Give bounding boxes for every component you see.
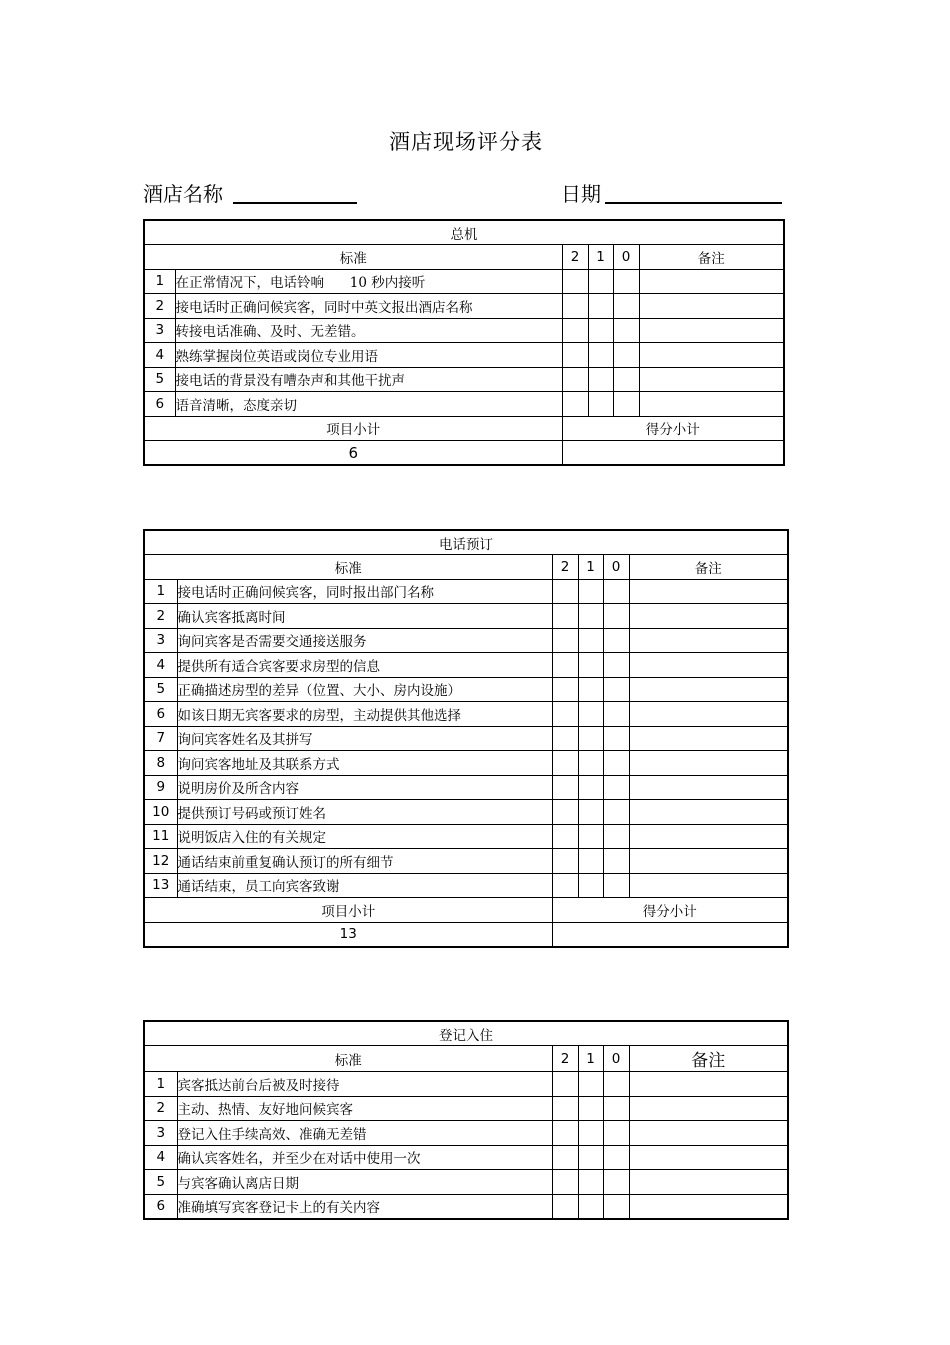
table-row [144, 849, 788, 874]
score-0-cell[interactable] [603, 653, 629, 678]
table-row [144, 269, 784, 294]
item-number: 6 [144, 702, 177, 727]
item-criterion: 说明房价及所含内容 [177, 775, 552, 800]
score-2-cell[interactable] [552, 579, 578, 604]
table-row [144, 367, 784, 392]
score-2-cell[interactable] [552, 653, 578, 678]
score-0-cell[interactable] [603, 751, 629, 776]
item-number: 9 [144, 775, 177, 800]
item-number: 5 [144, 367, 175, 392]
score-0-cell[interactable] [603, 677, 629, 702]
item-criterion: 接电话的背景没有嘈杂声和其他干扰声 [175, 367, 562, 392]
date-label: 日期 [561, 182, 601, 206]
item-number: 1 [144, 579, 177, 604]
subtotal-value-row [144, 441, 784, 466]
item-criterion: 登记入住手续高效、准确无差错 [177, 1121, 552, 1146]
table-row [144, 800, 788, 825]
remarks-header: 备注 [639, 245, 784, 270]
remarks-cell[interactable] [629, 1096, 788, 1121]
subtotal-value: 13 [144, 922, 552, 947]
item-criterion: 宾客抵达前台后被及时接待 [177, 1072, 552, 1097]
score-0-cell[interactable] [603, 579, 629, 604]
table-header [144, 245, 784, 270]
table-row [144, 1145, 788, 1170]
item-criterion: 准确填写宾客登记卡上的有关内容 [177, 1194, 552, 1219]
remarks-cell[interactable] [629, 751, 788, 776]
remarks-cell[interactable] [639, 269, 784, 294]
item-number: 4 [144, 343, 175, 368]
remarks-cell[interactable] [629, 628, 788, 653]
score-0-cell[interactable] [613, 269, 639, 294]
table-row [144, 1194, 788, 1219]
score-0-cell[interactable] [613, 392, 639, 417]
remarks-cell[interactable] [629, 702, 788, 727]
item-number: 1 [144, 1072, 177, 1097]
table-row [144, 392, 784, 417]
remarks-cell[interactable] [629, 775, 788, 800]
score-0-cell[interactable] [603, 1096, 629, 1121]
item-number: 4 [144, 1145, 177, 1170]
score-2-cell[interactable] [552, 677, 578, 702]
section-title: 电话预订 [144, 530, 788, 555]
item-number: 8 [144, 751, 177, 776]
table-header [144, 555, 788, 580]
score-1-header: 1 [578, 1046, 603, 1072]
table-row [144, 1121, 788, 1146]
subtotal-label: 项目小计 [144, 898, 552, 923]
score-1-cell[interactable] [588, 343, 613, 368]
score-2-cell[interactable] [552, 1194, 578, 1219]
remarks-cell[interactable] [629, 1170, 788, 1195]
table-row [144, 343, 784, 368]
remarks-cell[interactable] [629, 579, 788, 604]
table-row [144, 579, 788, 604]
item-number: 11 [144, 824, 177, 849]
date-blank[interactable] [605, 202, 782, 204]
score-1-cell[interactable] [588, 367, 613, 392]
score-1-cell[interactable] [578, 1170, 603, 1195]
remarks-cell[interactable] [629, 800, 788, 825]
remarks-header: 备注 [629, 555, 788, 580]
hotel-name-blank[interactable] [233, 202, 357, 204]
remarks-cell[interactable] [639, 392, 784, 417]
score-0-header: 0 [603, 555, 629, 580]
page-title: 酒店现场评分表 [389, 130, 543, 154]
table-row [144, 775, 788, 800]
standard-header: 标准 [144, 1046, 552, 1072]
score-0-cell[interactable] [603, 873, 629, 898]
item-criterion: 提供预订号码或预订姓名 [177, 800, 552, 825]
score-2-cell[interactable] [562, 392, 588, 417]
score-1-cell[interactable] [578, 702, 603, 727]
remarks-cell[interactable] [629, 653, 788, 678]
item-criterion: 通话结束前重复确认预订的所有细节 [177, 849, 552, 874]
score-subtotal-label: 得分小计 [552, 898, 788, 923]
subtotal-header-row [144, 416, 784, 441]
item-criterion: 说明饭店入住的有关规定 [177, 824, 552, 849]
item-criterion: 主动、热情、友好地问候宾客 [177, 1096, 552, 1121]
table-row [144, 653, 788, 678]
switchboard-table [143, 219, 785, 466]
score-2-cell[interactable] [562, 269, 588, 294]
item-criterion: 接电话时正确问候宾客，同时报出部门名称 [177, 579, 552, 604]
score-1-cell[interactable] [578, 579, 603, 604]
remarks-cell[interactable] [629, 1145, 788, 1170]
score-2-header: 2 [562, 245, 588, 270]
score-2-cell[interactable] [552, 1170, 578, 1195]
item-criterion: 确认宾客抵离时间 [177, 604, 552, 629]
score-2-cell[interactable] [552, 775, 578, 800]
table-row [144, 726, 788, 751]
score-0-cell[interactable] [613, 343, 639, 368]
score-2-cell[interactable] [552, 849, 578, 874]
score-2-cell[interactable] [562, 343, 588, 368]
score-0-cell[interactable] [603, 1194, 629, 1219]
remarks-cell[interactable] [639, 294, 784, 319]
score-2-cell[interactable] [552, 800, 578, 825]
score-1-cell[interactable] [578, 628, 603, 653]
score-2-cell[interactable] [552, 604, 578, 629]
item-number: 7 [144, 726, 177, 751]
score-1-cell[interactable] [578, 800, 603, 825]
score-2-cell[interactable] [552, 628, 578, 653]
score-1-cell[interactable] [578, 677, 603, 702]
table-row [144, 702, 788, 727]
table-row [144, 677, 788, 702]
item-criterion: 正确描述房型的差异（位置、大小、房内设施） [177, 677, 552, 702]
score-1-cell[interactable] [578, 849, 603, 874]
score-2-header: 2 [552, 555, 578, 580]
item-number: 1 [144, 269, 175, 294]
score-0-cell[interactable] [603, 800, 629, 825]
item-criterion: 在正常情况下，电话铃响 10 秒内接听 [175, 269, 562, 294]
score-1-cell[interactable] [578, 1145, 603, 1170]
remarks-cell[interactable] [629, 1194, 788, 1219]
score-0-cell[interactable] [603, 726, 629, 751]
item-criterion: 通话结束，员工向宾客致谢 [177, 873, 552, 898]
score-1-header: 1 [578, 555, 603, 580]
score-2-cell[interactable] [552, 1121, 578, 1146]
score-1-cell[interactable] [578, 1096, 603, 1121]
score-0-cell[interactable] [603, 628, 629, 653]
item-criterion: 提供所有适合宾客要求房型的信息 [177, 653, 552, 678]
remarks-cell[interactable] [639, 318, 784, 343]
score-1-cell[interactable] [578, 604, 603, 629]
table-row [144, 751, 788, 776]
subtotal-value-row [144, 922, 788, 947]
table-row [144, 1170, 788, 1195]
score-1-cell[interactable] [578, 1072, 603, 1097]
remarks-header: 备注 [629, 1046, 788, 1072]
hotel-name-label: 酒店名称 [143, 182, 223, 206]
score-2-cell[interactable] [552, 1096, 578, 1121]
remarks-cell[interactable] [629, 604, 788, 629]
item-criterion: 转接电话准确、及时、无差错。 [175, 318, 562, 343]
item-number: 2 [144, 1096, 177, 1121]
table-header [144, 1046, 788, 1072]
standard-header: 标准 [144, 245, 562, 270]
item-number: 13 [144, 873, 177, 898]
score-2-cell[interactable] [552, 726, 578, 751]
score-2-header: 2 [552, 1046, 578, 1072]
score-1-cell[interactable] [588, 294, 613, 319]
item-number: 5 [144, 677, 177, 702]
score-2-cell[interactable] [562, 318, 588, 343]
item-number: 10 [144, 800, 177, 825]
item-number: 5 [144, 1170, 177, 1195]
item-criterion: 语音清晰，态度亲切 [175, 392, 562, 417]
remarks-cell[interactable] [629, 677, 788, 702]
score-2-cell[interactable] [552, 824, 578, 849]
item-number: 6 [144, 1194, 177, 1219]
score-2-cell[interactable] [552, 751, 578, 776]
score-2-cell[interactable] [562, 367, 588, 392]
score-1-cell[interactable] [578, 726, 603, 751]
item-number: 3 [144, 318, 175, 343]
subtotal-value: 6 [144, 441, 562, 466]
score-0-cell[interactable] [603, 702, 629, 727]
score-1-cell[interactable] [578, 751, 603, 776]
item-number: 2 [144, 604, 177, 629]
table-row [144, 824, 788, 849]
score-1-cell[interactable] [578, 775, 603, 800]
score-subtotal-label: 得分小计 [562, 416, 784, 441]
table-row [144, 318, 784, 343]
item-criterion: 与宾客确认离店日期 [177, 1170, 552, 1195]
score-1-cell[interactable] [588, 318, 613, 343]
remarks-cell[interactable] [629, 1072, 788, 1097]
score-2-cell[interactable] [552, 1072, 578, 1097]
item-number: 6 [144, 392, 175, 417]
score-0-cell[interactable] [603, 1170, 629, 1195]
item-criterion: 询问宾客是否需要交通接送服务 [177, 628, 552, 653]
score-0-cell[interactable] [603, 775, 629, 800]
score-2-cell[interactable] [552, 702, 578, 727]
table-row [144, 1072, 788, 1097]
item-number: 3 [144, 1121, 177, 1146]
score-2-cell[interactable] [552, 873, 578, 898]
score-1-cell[interactable] [578, 873, 603, 898]
table-row [144, 873, 788, 898]
score-0-cell[interactable] [613, 367, 639, 392]
score-1-cell[interactable] [588, 392, 613, 417]
table-row [144, 1096, 788, 1121]
score-1-cell[interactable] [578, 1121, 603, 1146]
section-title: 总机 [144, 220, 784, 245]
standard-header: 标准 [144, 555, 552, 580]
item-criterion: 如该日期无宾客要求的房型，主动提供其他选择 [177, 702, 552, 727]
item-criterion: 确认宾客姓名，并至少在对话中使用一次 [177, 1145, 552, 1170]
score-0-header: 0 [613, 245, 639, 270]
score-0-cell[interactable] [613, 294, 639, 319]
section-title: 登记入住 [144, 1021, 788, 1046]
item-number: 4 [144, 653, 177, 678]
score-0-cell[interactable] [603, 1121, 629, 1146]
table-row [144, 604, 788, 629]
table-row [144, 628, 788, 653]
item-criterion: 接电话时正确问候宾客，同时中英文报出酒店名称 [175, 294, 562, 319]
item-criterion: 询问宾客地址及其联系方式 [177, 751, 552, 776]
subtotal-label: 项目小计 [144, 416, 562, 441]
score-2-cell[interactable] [562, 294, 588, 319]
item-criterion: 熟练掌握岗位英语或岗位专业用语 [175, 343, 562, 368]
score-1-cell[interactable] [588, 269, 613, 294]
subtotal-header-row [144, 898, 788, 923]
remarks-cell[interactable] [639, 343, 784, 368]
remarks-cell[interactable] [629, 1121, 788, 1146]
phone-reservation-table [143, 529, 789, 948]
item-number: 12 [144, 849, 177, 874]
score-0-cell[interactable] [603, 824, 629, 849]
score-1-cell[interactable] [578, 1194, 603, 1219]
score-1-header: 1 [588, 245, 613, 270]
score-0-cell[interactable] [613, 318, 639, 343]
item-number: 3 [144, 628, 177, 653]
remarks-cell[interactable] [639, 367, 784, 392]
item-number: 2 [144, 294, 175, 319]
remarks-cell[interactable] [629, 824, 788, 849]
score-1-cell[interactable] [578, 653, 603, 678]
score-subtotal-value[interactable] [552, 922, 788, 947]
remarks-cell[interactable] [629, 726, 788, 751]
item-criterion: 询问宾客姓名及其拼写 [177, 726, 552, 751]
score-subtotal-value[interactable] [562, 441, 784, 466]
score-0-header: 0 [603, 1046, 629, 1072]
score-2-cell[interactable] [552, 1145, 578, 1170]
score-0-cell[interactable] [603, 1072, 629, 1097]
remarks-cell[interactable] [629, 849, 788, 874]
score-1-cell[interactable] [578, 824, 603, 849]
check-in-table [143, 1020, 789, 1220]
score-0-cell[interactable] [603, 1145, 629, 1170]
remarks-cell[interactable] [629, 873, 788, 898]
score-0-cell[interactable] [603, 849, 629, 874]
score-0-cell[interactable] [603, 604, 629, 629]
table-row [144, 294, 784, 319]
